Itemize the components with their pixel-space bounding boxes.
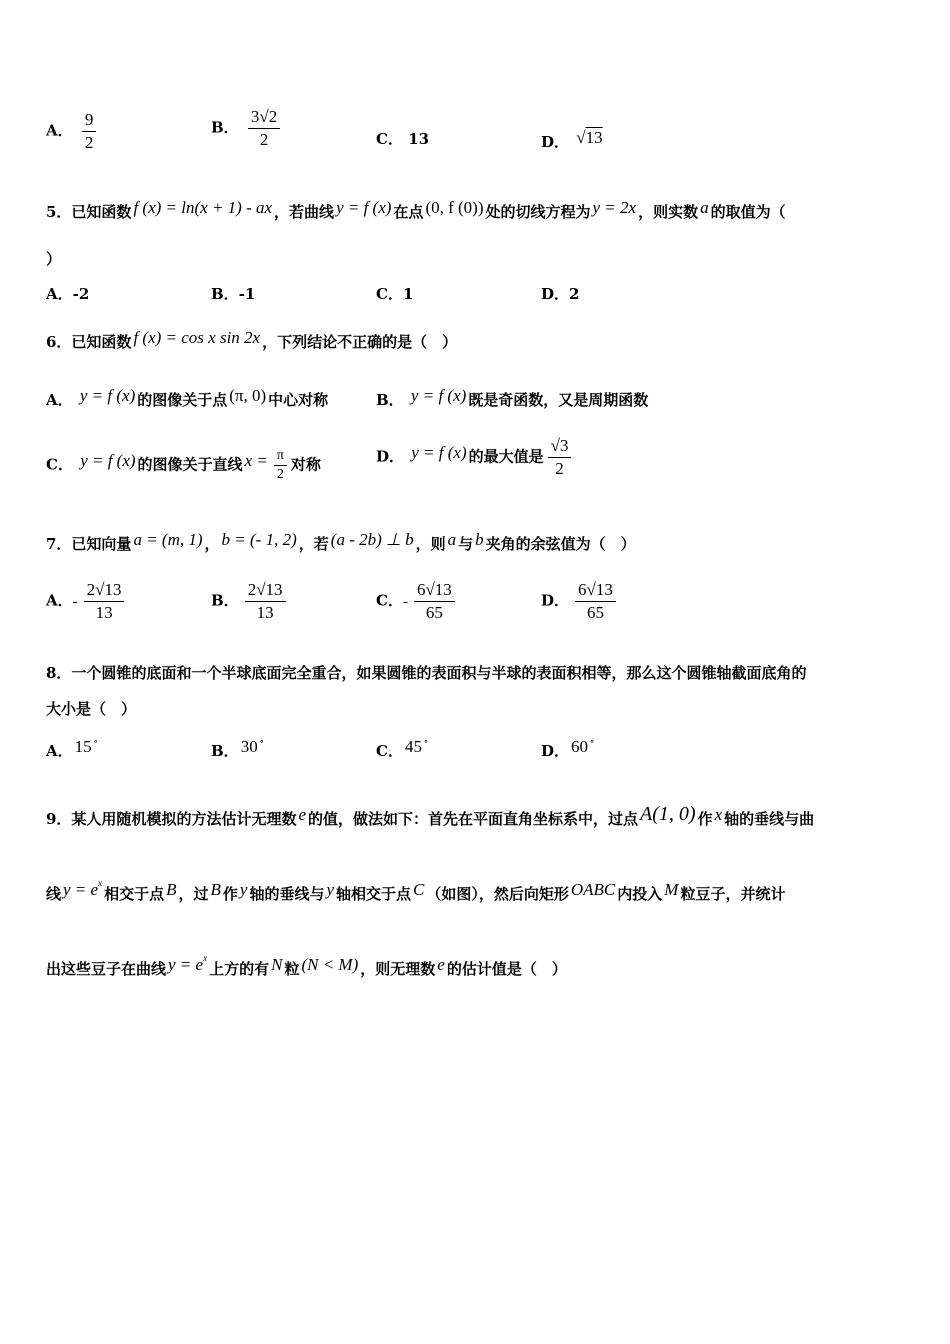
q7-stem: 7．已知向量 a = (m, 1) ， b = (- 1, 2) ，若 (a - 2b) ⊥ b ，则 a 与 b 夹角的余弦值为（ ） — [46, 530, 636, 553]
option-label: B． — [211, 118, 239, 137]
q6-option-a: A． y = f (x) 的图像关于点 (π, 0) 中心对称 — [46, 386, 329, 409]
fraction: $\frac{2√13}{13}$ — [245, 580, 286, 623]
q8-option-b: B． 30 ° — [211, 737, 264, 760]
q8-option-a: A． 15 ° — [46, 737, 98, 760]
q8-option-d: D． 60 ° — [541, 737, 595, 760]
fraction: $\frac{\pi}{2}$ — [274, 448, 287, 483]
q7-option-b: B． $\frac{2√13}{13}$ — [211, 580, 290, 623]
q5-option-b: B．-1 — [211, 285, 256, 303]
q4-option-a — [46, 110, 100, 153]
q5-option-c: C．1 — [376, 285, 414, 303]
q6-stem: 6．已知函数 f (x) = cos x sin 2x ，下列结论不正确的是（ ） — [46, 328, 458, 351]
fraction: $\frac{3√2}{2}$ — [248, 107, 280, 150]
curve-expression: $y = e^x$ — [63, 878, 103, 899]
q7-option-d: D． $\frac{6√13}{65}$ — [541, 580, 620, 623]
q8-stem-line1: 8．一个圆锥的底面和一个半球底面完全重合，如果圆锥的表面积与半球的表面积相等，那么这个圆锥轴截面底角的 — [46, 664, 807, 682]
q7-option-c: C．- $\frac{6√13}{65}$ — [376, 580, 459, 623]
q4-option-b — [211, 107, 284, 150]
q5-stem-close: ） — [46, 250, 62, 268]
option-text: 13 — [408, 130, 430, 148]
option-label: D． — [541, 133, 570, 151]
q6-option-b: B． y = f (x) 既是奇函数，又是周期函数 — [376, 386, 649, 409]
q9-stem-line1: 9．某人用随机模拟的方法估计无理数 e 的值，做法如下：首先在平面直角坐标系中，过点 A(1, 0) 作 x 轴的垂线与曲 — [46, 803, 815, 828]
fraction: $\frac{6√13}{65}$ — [575, 580, 616, 623]
q6-option-c: C． y = f (x) 的图像关于直线 x = $\frac{\pi}{2}$ 对称 — [46, 448, 321, 482]
fraction: $\frac{9}{2}$ — [82, 110, 97, 153]
q5-option-a: A．-2 — [46, 285, 90, 303]
fraction: $\frac{2√13}{13}$ — [84, 580, 125, 623]
option-label: C． — [376, 130, 403, 148]
q9-stem-line2: 线 $y = e^x$相交于点 B ，过 B 作 y 轴的垂线与 y 轴相交于点 C （如图），然后向矩形 OABC 内投入 M 粒豆子，并统计 — [46, 878, 786, 903]
q6-option-d: D． y = f (x) 的最大值是 $\frac{√3}{2}$ — [376, 436, 575, 479]
option-label: A． — [46, 121, 73, 140]
q5-stem: 5．已知函数 f (x) = ln(x + 1) - ax ，若曲线 y = f (x) 在点 (0, f (0)) 处的切线方程为 y = 2x ，则实数 a 的取值为（ — [46, 198, 786, 221]
q4-option-d — [541, 128, 605, 152]
q4-option-c — [376, 128, 429, 149]
fraction: $\frac{√3}{2}$ — [548, 436, 572, 479]
q8-option-c: C． 45 ° — [376, 737, 428, 760]
sqrt-13: √13 — [576, 128, 603, 147]
q7-option-a: A．- $\frac{2√13}{13}$ — [46, 580, 128, 623]
q8-stem-line2: 大小是（ ） — [46, 700, 137, 718]
curve-expression: $y = e^x$ — [168, 953, 208, 974]
q9-stem-line3: 出这些豆子在曲线 $y = e^x$上方的有 N 粒 (N < M) ，则无理数 e 的估计值是（ ） — [46, 953, 567, 978]
q5-option-d: D．2 — [541, 285, 580, 303]
fraction: $\frac{6√13}{65}$ — [414, 580, 455, 623]
